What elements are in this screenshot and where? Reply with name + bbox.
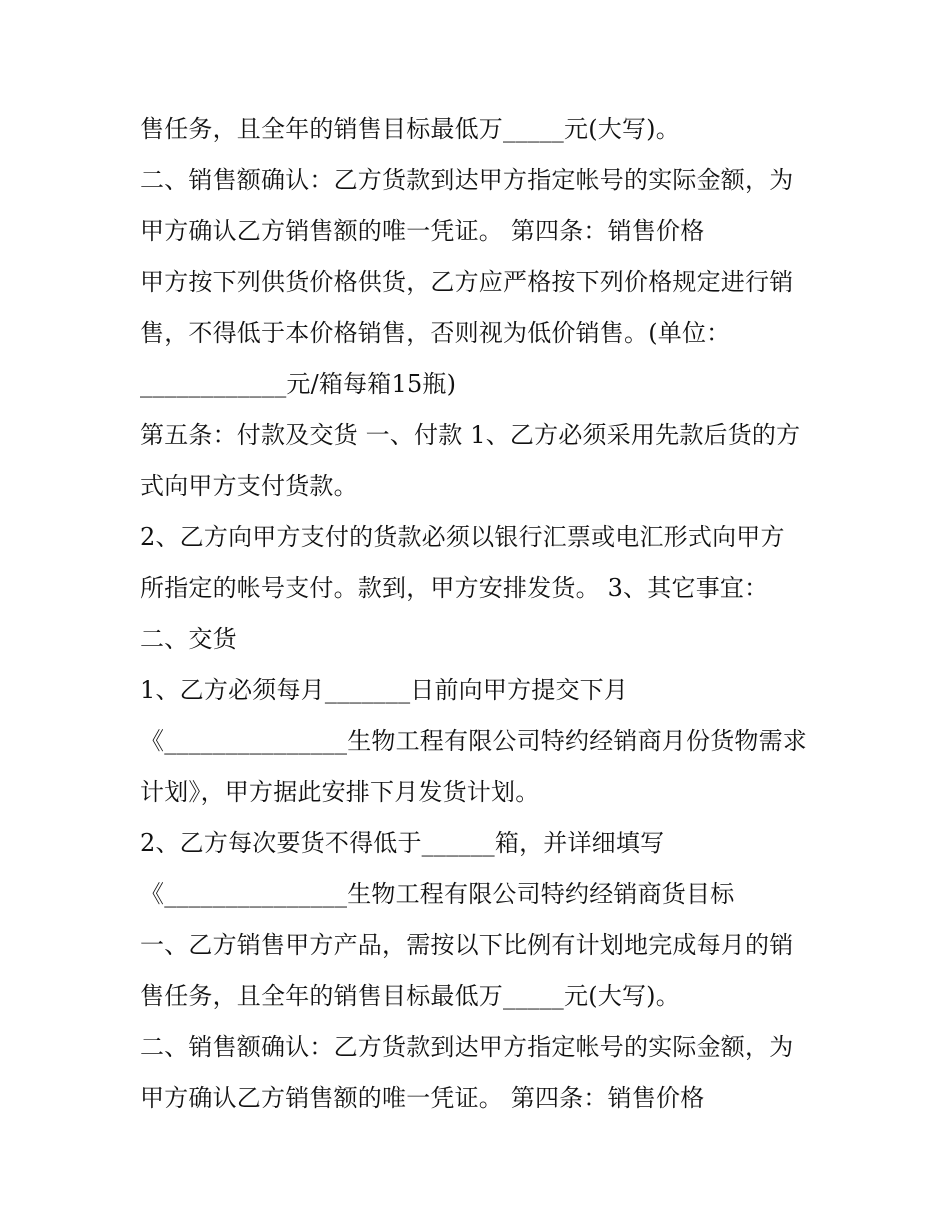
text-line-9: 2、乙方向甲方支付的货款必须以银行汇票或电汇形式向甲方 xyxy=(140,523,785,551)
text-line-11: 二、交货 xyxy=(140,625,237,653)
text-line-13: 《_______________生物工程有限公司特约经销商月份货物需求 xyxy=(140,727,807,755)
text-line-17: 一、乙方销售甲方产品，需按以下比例有计划地完成每月的销 xyxy=(140,931,794,959)
text-line-1: 售任务，且全年的销售目标最低万_____元(大写)。 xyxy=(140,115,680,143)
text-line-2: 二、销售额确认：乙方货款到达甲方指定帐号的实际金额，为 xyxy=(140,166,794,194)
text-line-3: 甲方确认乙方销售额的唯一凭证。 第四条：销售价格 xyxy=(140,217,705,245)
text-line-8: 式向甲方支付货款。 xyxy=(140,472,358,500)
text-line-16: 《_______________生物工程有限公司特约经销商货目标 xyxy=(140,880,735,908)
text-line-20: 甲方确认乙方销售额的唯一凭证。 第四条：销售价格 xyxy=(140,1084,705,1112)
text-line-15: 2、乙方每次要货不得低于______箱，并详细填写 xyxy=(140,829,665,857)
text-line-5: 售，不得低于本价格销售，否则视为低价销售。(单位： xyxy=(140,319,731,347)
text-line-6: ____________元/箱每箱15瓶) xyxy=(140,370,457,398)
document-body xyxy=(140,104,820,1124)
text-line-19: 二、销售额确认：乙方货款到达甲方指定帐号的实际金额，为 xyxy=(140,1033,794,1061)
text-line-7: 第五条：付款及交货 一、付款 1、乙方必须采用先款后货的方 xyxy=(140,421,801,449)
text-line-4: 甲方按下列供货价格供货，乙方应严格按下列价格规定进行销 xyxy=(140,268,794,296)
text-line-10: 所指定的帐号支付。款到，甲方安排发货。 3、其它事宜： xyxy=(140,574,769,602)
text-line-14: 计划》，甲方据此安排下月发货计划。 xyxy=(140,778,540,806)
text-line-12: 1、乙方必须每月_______日前向甲方提交下月 xyxy=(140,676,629,704)
text-line-18: 售任务，且全年的销售目标最低万_____元(大写)。 xyxy=(140,982,680,1010)
